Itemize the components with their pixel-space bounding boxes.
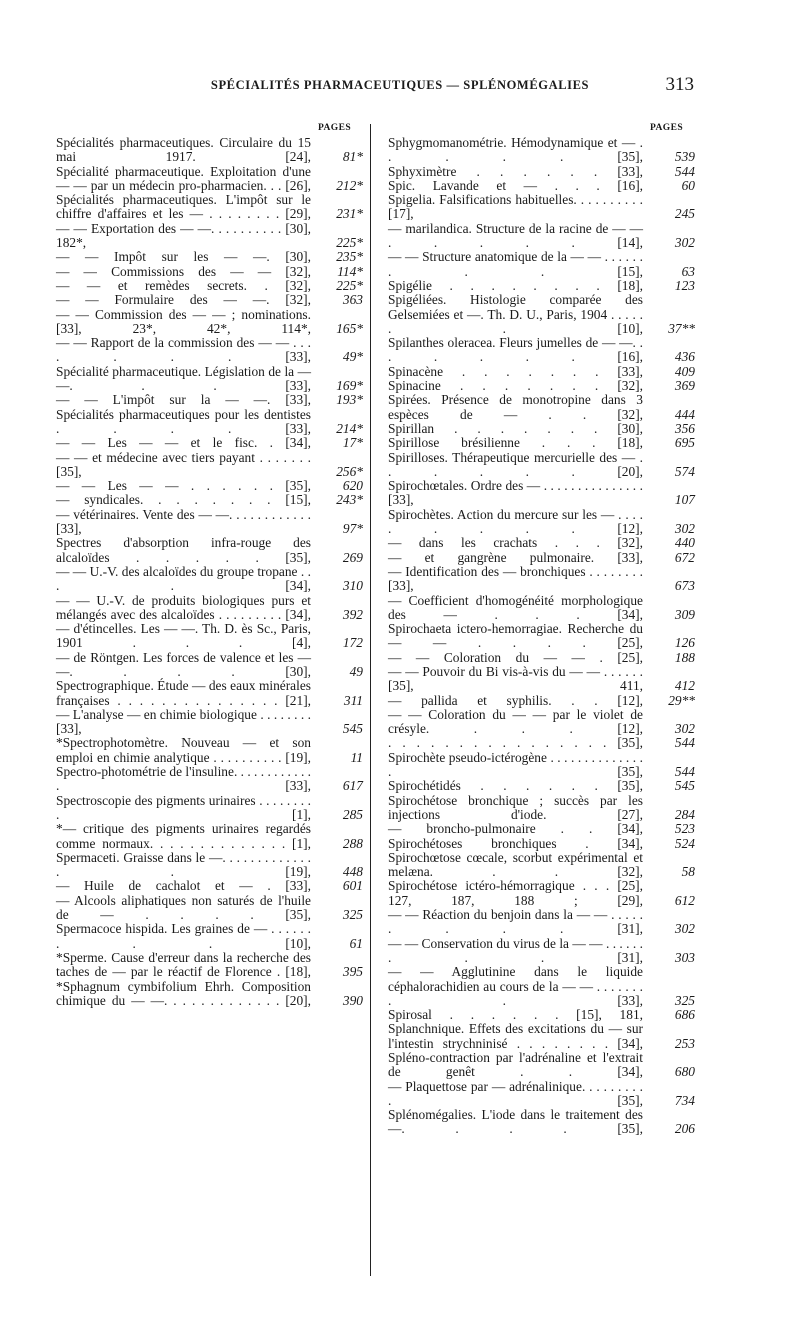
entry-text: Spirillan . . . . . . . [30], bbox=[388, 420, 643, 436]
index-entry bbox=[388, 165, 695, 179]
entry-text: Spirilloses. Thérapeutique mercurielle des — . . . . . . [20], bbox=[388, 449, 643, 479]
index-entry bbox=[388, 622, 695, 651]
entry-text: — — Coloration du — — par le violet de crésyle. . . . [12], bbox=[388, 706, 643, 737]
entry-page-number: 225* bbox=[336, 235, 363, 251]
entry-text: — syndicales. . . . . . . . [15], bbox=[56, 492, 311, 508]
entry-page-number: 436 bbox=[674, 349, 695, 365]
entry-text: Sphyximètre . . . . . . [33], bbox=[388, 163, 643, 179]
index-entry bbox=[56, 708, 363, 737]
index-entry bbox=[388, 436, 695, 450]
entry-text: Spécialités pharmaceutiques. L'impôt sur le chiffre d'affaires et les — . . . . . . . . [29], bbox=[56, 192, 311, 222]
index-entry bbox=[56, 250, 363, 264]
entry-text: Spectrographique. Étude — des eaux minérales françaises . . . . . . . . . . . . . . . [21], bbox=[56, 678, 311, 708]
entry-text: Spirochète pseudo-ictérogène . . . . . . . . . . . . . . . [35], bbox=[388, 749, 643, 780]
entry-text: — — Impôt sur les — —. [30], bbox=[56, 249, 311, 265]
entry-page-number: 309 bbox=[674, 606, 695, 622]
index-entry bbox=[56, 365, 363, 394]
entry-text: — — et remèdes secrets. . [32], bbox=[56, 277, 311, 293]
index-entry bbox=[388, 651, 695, 665]
index-entry bbox=[56, 765, 363, 794]
entry-text: Spinacène . . . . . . . [33], bbox=[388, 363, 643, 379]
index-entry bbox=[388, 136, 695, 165]
index-entry bbox=[56, 622, 363, 651]
entry-page-number: 544 bbox=[674, 764, 695, 780]
entry-page-number: 49 bbox=[349, 663, 363, 679]
entry-page-number: 325 bbox=[342, 907, 363, 923]
entry-page-number: 392 bbox=[342, 606, 363, 622]
entry-text: Spécialités pharmaceutiques. Circulaire du 15 mai 1917. [24], bbox=[56, 135, 311, 165]
entry-text: — vétérinaires. Vente des — —. . . . . . . . . . . . [33], bbox=[56, 506, 311, 537]
entry-text: — Coefficient d'homogénéité morphologique des — . . . [34], bbox=[388, 592, 643, 622]
entry-page-number: 107 bbox=[674, 492, 695, 508]
entry-page-number: 58 bbox=[681, 864, 695, 880]
entry-page-number: 302 bbox=[674, 721, 695, 737]
index-entry bbox=[388, 694, 695, 708]
entry-text: Spléno-contraction par l'adrénaline et l'extrait de genêt . . [34], bbox=[388, 1050, 643, 1080]
entry-text: Spirillose brésilienne . . . [18], bbox=[388, 435, 643, 451]
index-entry bbox=[56, 393, 363, 407]
index-entry bbox=[388, 736, 695, 750]
index-entry bbox=[388, 1022, 695, 1051]
entry-page-number: 206 bbox=[674, 1121, 695, 1137]
entry-page-number: 390 bbox=[342, 992, 363, 1008]
entry-text: Spirochœtose cœcale, scorbut expérimental et melæna. . . [32], bbox=[388, 849, 643, 880]
entry-page-number: 172 bbox=[342, 635, 363, 651]
entry-page-number: 97* bbox=[342, 521, 363, 537]
index-entry bbox=[56, 508, 363, 537]
entry-page-number: 165* bbox=[336, 320, 363, 336]
entry-text: — et gangrène pulmonaire. [33], bbox=[388, 549, 643, 565]
entry-text: Spigélie . . . . . . . . [18], bbox=[388, 277, 643, 293]
entry-page-number: 673 bbox=[674, 578, 695, 594]
index-entry bbox=[388, 336, 695, 365]
entry-page-number: 601 bbox=[342, 878, 363, 894]
entry-text: — — Coloration du — — . [25], bbox=[388, 649, 643, 665]
entry-text: Spigéliées. Histologie comparée des Gelsemiées et —. Th. D. U., Paris, 1904 . . . . . . . [10], bbox=[388, 292, 643, 336]
index-entry bbox=[388, 250, 695, 279]
entry-text: — marilandica. Structure de la racine de — — . . . . . [14], bbox=[388, 220, 643, 251]
index-entry bbox=[388, 393, 695, 422]
entry-text: *Sperme. Cause d'erreur dans la recherche des taches de — par le réactif de Florence . [18], bbox=[56, 949, 311, 980]
index-entry bbox=[56, 165, 363, 194]
entry-text: Spirochétidés . . . . . . [35], bbox=[388, 778, 643, 794]
entry-page-number: 253 bbox=[674, 1035, 695, 1051]
entry-page-number: 363 bbox=[342, 292, 363, 308]
index-entry bbox=[56, 651, 363, 680]
entry-page-number: 225* bbox=[336, 277, 363, 293]
index-entry bbox=[388, 879, 695, 908]
index-entry bbox=[388, 665, 695, 694]
entry-page-number: 544 bbox=[674, 163, 695, 179]
entry-page-number: 114* bbox=[337, 263, 363, 279]
pages-column-heading: PAGES bbox=[650, 123, 683, 133]
entry-text: Spirochétose ictéro-hémorragique . . . [25], 127, 187, 188 ; [29], bbox=[388, 878, 643, 908]
entry-text: Spectro-photométrie de l'insuline. . . . . . . . . . . . . [33], bbox=[56, 764, 311, 794]
index-entry bbox=[388, 479, 695, 508]
index-entry bbox=[56, 493, 363, 507]
index-entry bbox=[56, 436, 363, 450]
entry-text: Spectres d'absorption infra-rouge des alcaloïdes . . . . . [35], bbox=[56, 535, 311, 565]
entry-text: — L'analyse — en chimie biologique . . . . . . . . [33], bbox=[56, 706, 311, 737]
index-entry bbox=[388, 779, 695, 793]
entry-text: — — Exportation des — —. . . . . . . . . . [30], 182*, bbox=[56, 220, 311, 251]
entry-text: Spermaceti. Graisse dans le —. . . . . . . . . . . . . . . [19], bbox=[56, 849, 311, 880]
index-entry bbox=[388, 937, 695, 966]
entry-text: — — Commission des — — ; nominations. [33], 23*, 42*, 114*, bbox=[56, 306, 311, 336]
entry-page-number: 612 bbox=[674, 892, 695, 908]
entry-page-number: 356 bbox=[674, 420, 695, 436]
entry-page-number: 37** bbox=[668, 320, 695, 336]
entry-text: — — Rapport de la commission des — — . . . . . . . [33], bbox=[56, 335, 311, 365]
entry-page-number: 409 bbox=[674, 363, 695, 379]
index-entry bbox=[56, 822, 363, 851]
entry-text: — — Commissions des — — [32], bbox=[56, 263, 311, 279]
entry-page-number: 288 bbox=[342, 835, 363, 851]
index-entry bbox=[388, 708, 695, 737]
left-column bbox=[56, 120, 363, 1008]
entry-text: Spécialité pharmaceutique. Législation de la — —. . . [33], bbox=[56, 363, 311, 394]
entry-text: — — Pouvoir du Bi vis-à-vis du — — . . . . . . [35], 411, bbox=[388, 663, 643, 694]
entry-text: — Huile de cachalot et — . [33], bbox=[56, 878, 311, 894]
entry-page-number: 412 bbox=[674, 678, 695, 694]
entry-text: Spectroscopie des pigments urinaires . . . . . . . . . [1], bbox=[56, 792, 311, 822]
index-entry bbox=[56, 279, 363, 293]
entry-text: — — Formulaire des — —. [32], bbox=[56, 292, 311, 308]
index-entry bbox=[56, 293, 363, 307]
entry-text: Sphygmomanométrie. Hémodynamique et — . . . . . [35], bbox=[388, 135, 643, 165]
entry-text: Spirochétose bronchique ; succès par les injections d'iode. [27], bbox=[388, 792, 643, 822]
entry-page-number: 545 bbox=[674, 778, 695, 794]
entry-page-number: 284 bbox=[674, 806, 695, 822]
index-entry bbox=[388, 594, 695, 623]
index-entry bbox=[56, 308, 363, 337]
entry-page-number: 395 bbox=[342, 964, 363, 980]
entry-text: Spermacoce hispida. Les graines de — . . . . . . . . . [10], bbox=[56, 921, 311, 951]
index-entry bbox=[56, 451, 363, 480]
entry-page-number: 544 bbox=[674, 735, 695, 751]
entry-page-number: 11 bbox=[350, 749, 363, 765]
entry-text: Spirochaeta ictero-hemorragiae. Recherche du — — . . . . [25], bbox=[388, 621, 643, 651]
entry-page-number: 212* bbox=[336, 177, 363, 193]
entry-page-number: 524 bbox=[674, 835, 695, 851]
entry-page-number: 29** bbox=[668, 692, 695, 708]
entry-text: — — et médecine avec tiers payant . . . . . . . [35], bbox=[56, 449, 311, 479]
index-entry bbox=[388, 279, 695, 293]
index-entry bbox=[388, 1008, 695, 1022]
entry-text: *— critique des pigments urinaires regardés comme normaux. . . . . . . . . . . . . . [1], bbox=[56, 821, 311, 851]
entry-page-number: 672 bbox=[674, 549, 695, 565]
entry-page-number: 574 bbox=[674, 463, 695, 479]
entry-text: — — Les — — et le fisc. . [34], bbox=[56, 435, 311, 451]
index-entry bbox=[56, 794, 363, 823]
index-entry bbox=[56, 565, 363, 594]
index-entry bbox=[56, 536, 363, 565]
entry-text: — pallida et syphilis. . . [12], bbox=[388, 692, 643, 708]
entry-page-number: 188 bbox=[674, 649, 695, 665]
entry-text: — — Conservation du virus de la — — . . . . . . . . . [31], bbox=[388, 935, 643, 965]
entry-page-number: 126 bbox=[674, 635, 695, 651]
entry-text: Spirées. Présence de monotropine dans 3 espèces de — . . [32], bbox=[388, 392, 643, 422]
index-entry bbox=[388, 293, 695, 336]
entry-page-number: 81* bbox=[342, 149, 363, 165]
entry-text: Spic. Lavande et — . . . [16], bbox=[388, 177, 643, 193]
column-divider bbox=[370, 124, 371, 1276]
index-entry bbox=[388, 751, 695, 780]
index-entry bbox=[56, 222, 363, 251]
index-entry bbox=[388, 965, 695, 1008]
entry-page-number: 214* bbox=[336, 420, 363, 436]
index-entry bbox=[56, 951, 363, 980]
entry-text: — — Agglutinine dans le liquide céphalorachidien au cours de la — — . . . . . . . . . [33], bbox=[388, 964, 643, 1008]
entry-text: . . . . . . . . . . . . . . . . [35], bbox=[388, 735, 643, 751]
entry-text: — — Les — — . . . . . . [35], bbox=[56, 478, 311, 494]
index-entry bbox=[56, 408, 363, 437]
entry-text: Spinacine . . . . . . . [32], bbox=[388, 378, 643, 394]
entry-text: Spilanthes oleracea. Fleurs jumelles de — —. . . . . . . [16], bbox=[388, 335, 643, 365]
index-entry bbox=[388, 1051, 695, 1080]
running-header bbox=[0, 74, 800, 98]
right-column bbox=[388, 120, 695, 1137]
entry-page-number: 686 bbox=[674, 1007, 695, 1023]
entry-text: Spirochœtales. Ordre des — . . . . . . . . . . . . . . . [33], bbox=[388, 478, 643, 508]
entry-text: — — Réaction du benjoin dans la — — . . . . . . . . . [31], bbox=[388, 907, 643, 937]
entry-page-number: 302 bbox=[674, 235, 695, 251]
entry-page-number: 231* bbox=[336, 206, 363, 222]
entry-page-number: 235* bbox=[336, 249, 363, 265]
entry-page-number: 193* bbox=[336, 392, 363, 408]
index-entry bbox=[388, 379, 695, 393]
page-number: 313 bbox=[665, 74, 694, 95]
entry-page-number: 325 bbox=[674, 992, 695, 1008]
entry-text: Spirochétoses bronchiques . [34], bbox=[388, 835, 643, 851]
entry-page-number: 256* bbox=[336, 463, 363, 479]
index-entry bbox=[56, 922, 363, 951]
index-entry bbox=[388, 551, 695, 565]
entry-page-number: 310 bbox=[342, 578, 363, 594]
index-entry bbox=[388, 536, 695, 550]
entry-text: — Plaquettose par — adrénalinique. . . . . . . . . . [35], bbox=[388, 1078, 643, 1108]
entry-page-number: 617 bbox=[342, 778, 363, 794]
index-entry bbox=[56, 193, 363, 222]
entry-page-number: 169* bbox=[336, 378, 363, 394]
index-entry bbox=[56, 336, 363, 365]
entry-page-number: 695 bbox=[674, 435, 695, 451]
index-entry bbox=[388, 837, 695, 851]
index-entry bbox=[388, 822, 695, 836]
entry-text: — d'étincelles. Les — —. Th. D. ès Sc., Paris, 1901 . . . [4], bbox=[56, 621, 311, 651]
entry-text: — — L'impôt sur la — —. [33], bbox=[56, 392, 311, 408]
entry-text: *Spectrophotomètre. Nouveau — et son emploi en chimie analytique . . . . . . . . . . [19], bbox=[56, 735, 311, 765]
index-entry bbox=[388, 422, 695, 436]
entry-text: Splénomégalies. L'iode dans le traitement des —. . . . [35], bbox=[388, 1107, 643, 1137]
entry-page-number: 285 bbox=[342, 806, 363, 822]
index-entry bbox=[388, 1080, 695, 1109]
entry-text: — de Röntgen. Les forces de valence et les — —. . . . [30], bbox=[56, 649, 311, 679]
entry-page-number: 17* bbox=[342, 435, 363, 451]
entry-page-number: 444 bbox=[674, 406, 695, 422]
entry-page-number: 369 bbox=[674, 378, 695, 394]
index-entry bbox=[56, 980, 363, 1009]
entry-text: — broncho-pulmonaire . . [34], bbox=[388, 821, 643, 837]
entry-page-number: 302 bbox=[674, 921, 695, 937]
entry-text: Spécialités pharmaceutiques pour les dentistes . . . . [33], bbox=[56, 406, 311, 436]
index-entry bbox=[56, 136, 363, 165]
entry-text: Spigelia. Falsifications habituelles. . . . . . . . . . [17], bbox=[388, 192, 643, 222]
entry-page-number: 680 bbox=[674, 1064, 695, 1080]
entry-text: *Sphagnum cymbifolium Ehrh. Composition chimique du — —. . . . . . . . . . . . . [20], bbox=[56, 978, 311, 1008]
entry-page-number: 269 bbox=[342, 549, 363, 565]
index-entry bbox=[56, 479, 363, 493]
entry-page-number: 734 bbox=[674, 1092, 695, 1108]
index-entry bbox=[388, 193, 695, 222]
index-entry bbox=[388, 794, 695, 823]
index-entry bbox=[388, 851, 695, 880]
entry-text: Splanchnique. Effets des excitations du — sur l'intestin strychninisé . . . . . . . . [34], bbox=[388, 1021, 643, 1051]
index-entry bbox=[388, 222, 695, 251]
index-entry bbox=[56, 736, 363, 765]
entry-page-number: 60 bbox=[681, 177, 695, 193]
entry-page-number: 545 bbox=[342, 721, 363, 737]
entry-text: Spirosal . . . . . . [15], 181, bbox=[388, 1007, 643, 1023]
index-entry bbox=[388, 1108, 695, 1137]
entry-text: — Identification des — bronchiques . . . . . . . . [33], bbox=[388, 563, 643, 594]
entry-page-number: 61 bbox=[349, 935, 363, 951]
entry-page-number: 539 bbox=[674, 149, 695, 165]
entry-page-number: 245 bbox=[674, 206, 695, 222]
entry-text: Spirochètes. Action du mercure sur les — . . . . . . . . . [12], bbox=[388, 506, 643, 537]
entry-page-number: 311 bbox=[343, 692, 363, 708]
entry-page-number: 49* bbox=[342, 349, 363, 365]
index-entry bbox=[56, 679, 363, 708]
entry-text: — — U.-V. de produits biologiques purs et mélangés avec des alcaloïdes . . . . . . . . . [34], bbox=[56, 592, 311, 622]
header-title: SPÉCIALITÉS PHARMACEUTIQUES — SPLÉNOMÉGALIES bbox=[210, 78, 590, 92]
index-entry bbox=[388, 179, 695, 193]
entry-page-number: 302 bbox=[674, 521, 695, 537]
entry-page-number: 243* bbox=[336, 492, 363, 508]
entry-text: — dans les crachats . . . [32], bbox=[388, 535, 643, 551]
entry-page-number: 63 bbox=[681, 263, 695, 279]
entry-text: Spécialité pharmaceutique. Exploitation d'une — — par un médecin pro-pharmacien. . . [26], bbox=[56, 163, 311, 193]
entry-page-number: 440 bbox=[674, 535, 695, 551]
index-entry bbox=[56, 879, 363, 893]
index-entry bbox=[388, 565, 695, 594]
index-entry bbox=[388, 508, 695, 537]
index-entry bbox=[388, 908, 695, 937]
index-entry bbox=[56, 265, 363, 279]
index-entry bbox=[56, 851, 363, 880]
entry-page-number: 620 bbox=[342, 478, 363, 494]
entry-page-number: 448 bbox=[342, 864, 363, 880]
entry-page-number: 523 bbox=[674, 821, 695, 837]
entry-text: — — Structure anatomique de la — — . . . . . . . . . [15], bbox=[388, 249, 643, 279]
index-entry bbox=[388, 451, 695, 480]
entry-text: — — U.-V. des alcaloïdes du groupe tropane . . . . [34], bbox=[56, 563, 311, 594]
index-entry bbox=[56, 894, 363, 923]
index-entry bbox=[56, 594, 363, 623]
pages-column-heading: PAGES bbox=[318, 123, 351, 133]
entry-page-number: 123 bbox=[674, 277, 695, 293]
entry-page-number: 303 bbox=[674, 949, 695, 965]
index-entry bbox=[388, 365, 695, 379]
entry-text: — Alcools aliphatiques non saturés de l'huile de — . . . . [35], bbox=[56, 892, 311, 923]
